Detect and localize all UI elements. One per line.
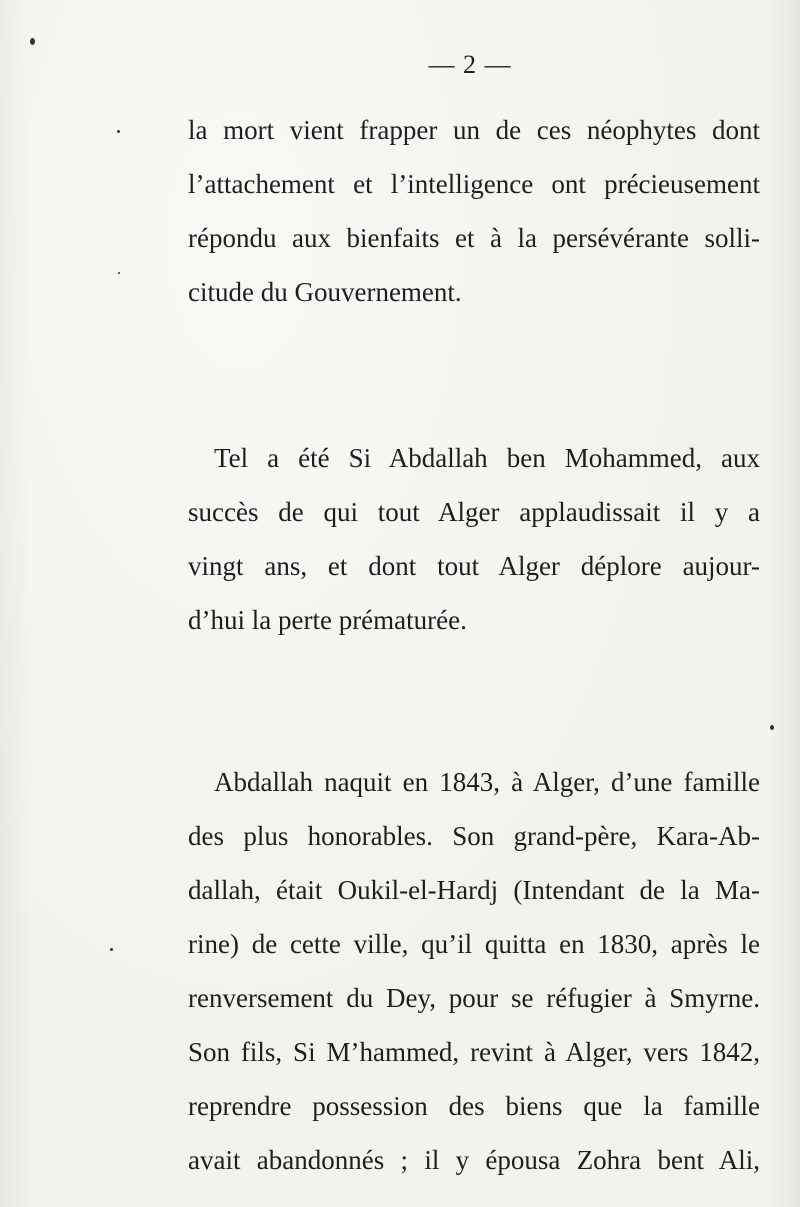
page-number: — 2 — — [428, 50, 512, 79]
paper-speck — [30, 38, 35, 45]
text-line: vingt ans, et dont tout Alger déplore aujour- — [188, 551, 760, 581]
text-line: avait abandonnés ; il y épousa Zohra bent Ali, — [188, 1145, 760, 1175]
paper-speck — [110, 948, 113, 951]
text-line: Abdallah naquit en 1843, à Alger, d’une famille — [214, 767, 760, 797]
paper-speck — [117, 130, 120, 133]
text-line: reprendre possession des biens que la famille — [188, 1091, 760, 1121]
text-line: Son fils, Si M’hammed, revint à Alger, vers 1842, — [188, 1037, 760, 1067]
text-line: renversement du Dey, pour se réfugier à Smyrne. — [188, 983, 760, 1013]
text-line: Tel a été Si Abdallah ben Mohammed, aux — [214, 443, 760, 473]
text-line: rine) de cette ville, qu’il quitta en 1830, après le — [188, 929, 760, 959]
text-line: l’attachement et l’intelligence ont précieusement — [188, 169, 760, 199]
paper-speck — [770, 725, 774, 730]
text-line: d’hui la perte prématurée. — [188, 605, 467, 635]
text-line: dallah, était Oukil-el-Hardj (Intendant de la Ma- — [188, 875, 760, 905]
text-line: des plus honorables. Son grand-père, Kara-Ab- — [188, 821, 760, 851]
text-line: la mort vient frapper un de ces néophytes dont — [188, 115, 760, 145]
text-line: citude du Gouvernement. — [188, 277, 462, 307]
text-line: répondu aux bienfaits et à la persévérante solli- — [188, 223, 760, 253]
text-line: succès de qui tout Alger applaudissait il y a — [188, 497, 760, 527]
paper-speck — [118, 272, 120, 274]
